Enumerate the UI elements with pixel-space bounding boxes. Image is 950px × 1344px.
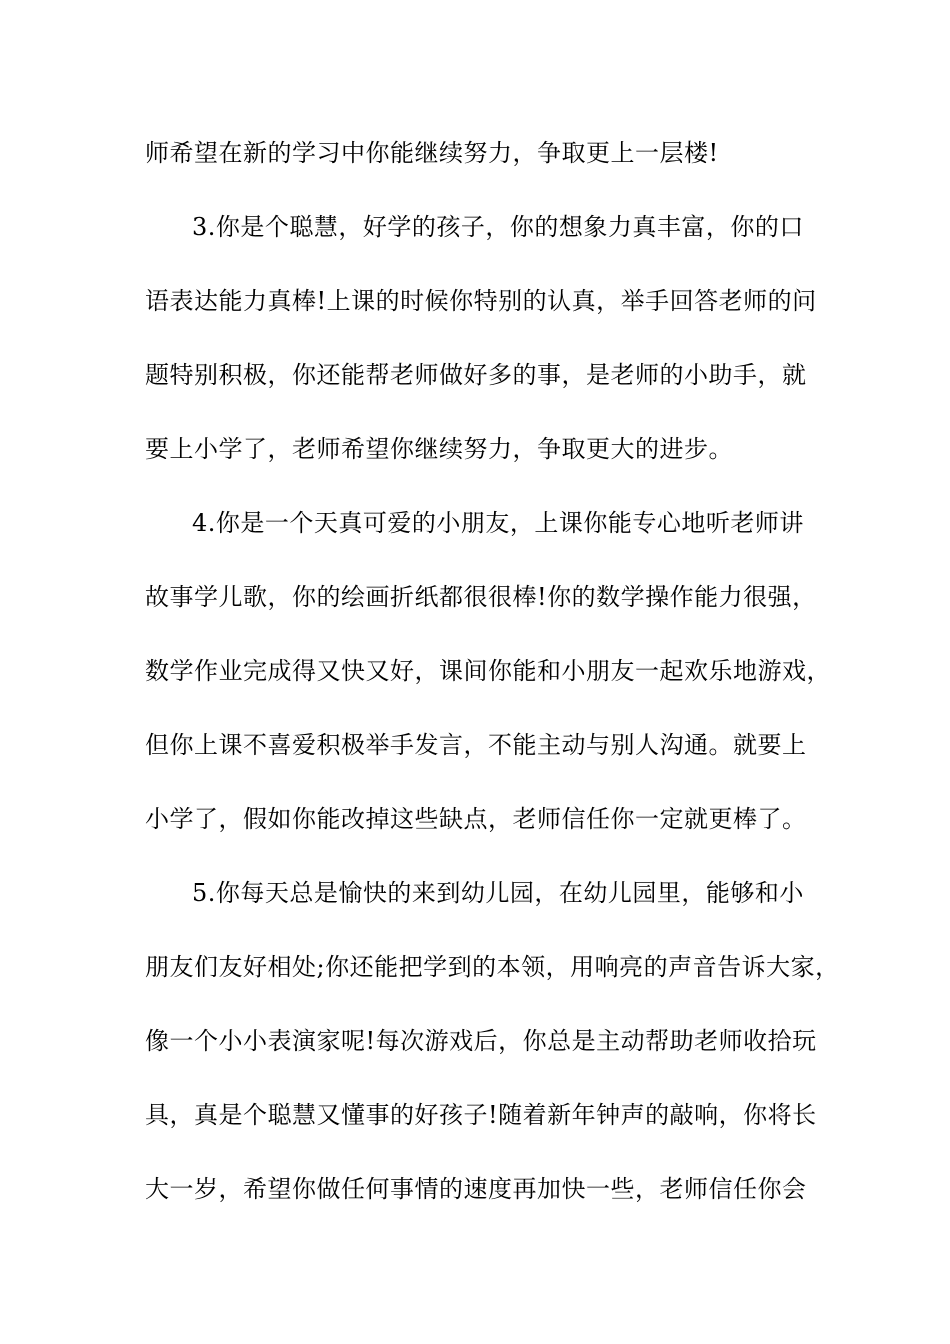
text-line: 像一个小小表演家呢!每次游戏后，你总是主动帮助老师收拾玩 [145, 1027, 817, 1055]
paragraph-3-first-line: 3.你是个聪慧，好学的孩子，你的想象力真丰富，你的口 [192, 213, 804, 241]
text-line: 故事学儿歌，你的绘画折纸都很很棒!你的数学操作能力很强， [145, 583, 817, 611]
paragraph-4-first-line: 4.你是一个天真可爱的小朋友，上课你能专心地听老师讲 [192, 509, 804, 537]
text-line: 小学了，假如你能改掉这些缺点，老师信任你一定就更棒了。 [145, 805, 807, 833]
text-line: 题特别积极，你还能帮老师做好多的事，是老师的小助手，就 [145, 361, 807, 389]
text-line: 要上小学了，老师希望你继续努力，争取更大的进步。 [145, 435, 733, 463]
paragraph-5-first-line: 5.你每天总是愉快的来到幼儿园，在幼儿园里，能够和小 [192, 879, 804, 907]
text-line: 朋友们友好相处;你还能把学到的本领，用响亮的声音告诉大家， [145, 953, 840, 981]
text-line: 语表达能力真棒!上课的时候你特别的认真，举手回答老师的问 [145, 287, 817, 315]
text-line: 具，真是个聪慧又懂事的好孩子!随着新年钟声的敲响，你将长 [145, 1101, 817, 1129]
text-line: 数学作业完成得又快又好，课间你能和小朋友一起欢乐地游戏， [145, 657, 831, 685]
text-line: 但你上课不喜爱积极举手发言，不能主动与别人沟通。就要上 [145, 731, 807, 759]
text-line: 大一岁，希望你做任何事情的速度再加快一些，老师信任你会 [145, 1175, 807, 1203]
text-line: 师希望在新的学习中你能继续努力，争取更上一层楼! [145, 139, 719, 167]
